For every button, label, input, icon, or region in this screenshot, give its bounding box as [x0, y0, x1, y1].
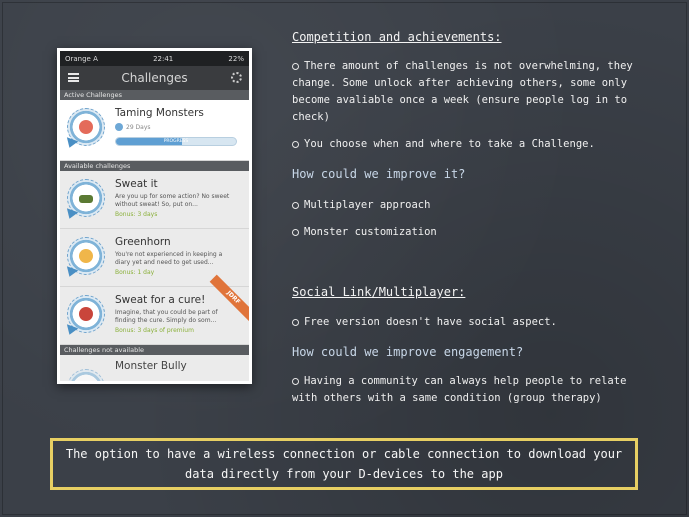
challenge-title: Greenhorn: [115, 236, 171, 248]
bullet-dot-icon: [292, 202, 299, 209]
challenge-card-locked: [60, 355, 249, 384]
locked-badge-icon: [67, 369, 105, 384]
monster-badge-icon: [67, 108, 105, 146]
challenge-card-sweat-for-a-cure[interactable]: [60, 287, 249, 345]
sponsor-ribbon: JDRF: [210, 275, 252, 322]
section-header-available: Available challenges: [60, 161, 249, 171]
engagement-bullet-1: Having a community can always help people to relate with others with a same condition (group therapy): [292, 375, 627, 404]
challenge-title: Sweat it: [115, 178, 158, 190]
callout-box: [50, 438, 638, 490]
improve-question: How could we improve it?: [292, 167, 466, 181]
section-header-active: Active Challenges: [60, 90, 249, 100]
bullet-dot-icon: [292, 229, 299, 236]
nav-title: Challenges: [121, 71, 188, 85]
greenhorn-badge-icon: [67, 237, 105, 275]
clock-label: 22:41: [153, 54, 174, 63]
progress-label: PROGRESS: [163, 139, 189, 144]
carrier-label: Orange A: [65, 54, 98, 63]
bullet-dot-icon: [292, 378, 299, 385]
app-screenshot: [57, 48, 252, 384]
bullet-dot-icon: [292, 141, 299, 148]
progress-bar: [115, 137, 237, 146]
challenge-card-active[interactable]: [60, 100, 249, 161]
competition-bullet-2: You choose when and where to take a Challenge.: [292, 136, 642, 153]
challenge-description: Imagine, that you could be part of finding the cure. Simply do som...: [115, 309, 218, 324]
challenge-title: Sweat for a cure!: [115, 294, 206, 306]
bullet-dot-icon: [292, 63, 299, 70]
challenge-bonus: Bonus: 3 days of premium: [115, 327, 194, 334]
challenge-bonus: Bonus: 3 days: [115, 211, 158, 218]
competition-heading: Competition and achievements:: [292, 30, 502, 44]
engagement-question: How could we improve engagement?: [292, 345, 524, 359]
challenge-description: Are you up for some action? No sweet without sweat! So, put on...: [115, 193, 230, 208]
social-heading: Social Link/Multiplayer:: [292, 285, 466, 299]
battery-label: 22%: [228, 54, 244, 63]
competition-bullet-1: There amount of challenges is not overwhelming, they change. Some unlock after achieving others, some only become avaliable once a week (ensure people log in to check): [292, 60, 633, 123]
challenge-description: You're not experienced in keeping a diary yet and need to get used...: [115, 251, 223, 266]
section-header-unavailable: Challenges not available: [60, 345, 249, 355]
status-bar: [60, 51, 249, 66]
improve-bullet-2: Monster customization: [292, 224, 632, 241]
nav-bar: [60, 66, 249, 90]
challenge-title: Taming Monsters: [115, 107, 204, 119]
loading-spinner-icon: [231, 72, 242, 83]
improve-bullet-1: Multiplayer approach: [292, 197, 632, 214]
sneaker-badge-icon: [67, 179, 105, 217]
bullet-dot-icon: [292, 319, 299, 326]
clock-icon: [115, 123, 123, 131]
challenge-card-sweat-it[interactable]: [60, 171, 249, 229]
runner-badge-icon: [67, 295, 105, 333]
hamburger-menu-icon[interactable]: [68, 73, 79, 82]
challenge-bonus: Bonus: 1 day: [115, 269, 155, 276]
challenge-title: Monster Bully: [115, 360, 187, 372]
challenge-days: 29 Days: [126, 124, 151, 131]
callout-text: The option to have a wireless connection or cable connection to download your data directly from your D-devices to the app: [65, 447, 623, 481]
social-bullet-1: Free version doesn't have social aspect.: [292, 314, 642, 331]
